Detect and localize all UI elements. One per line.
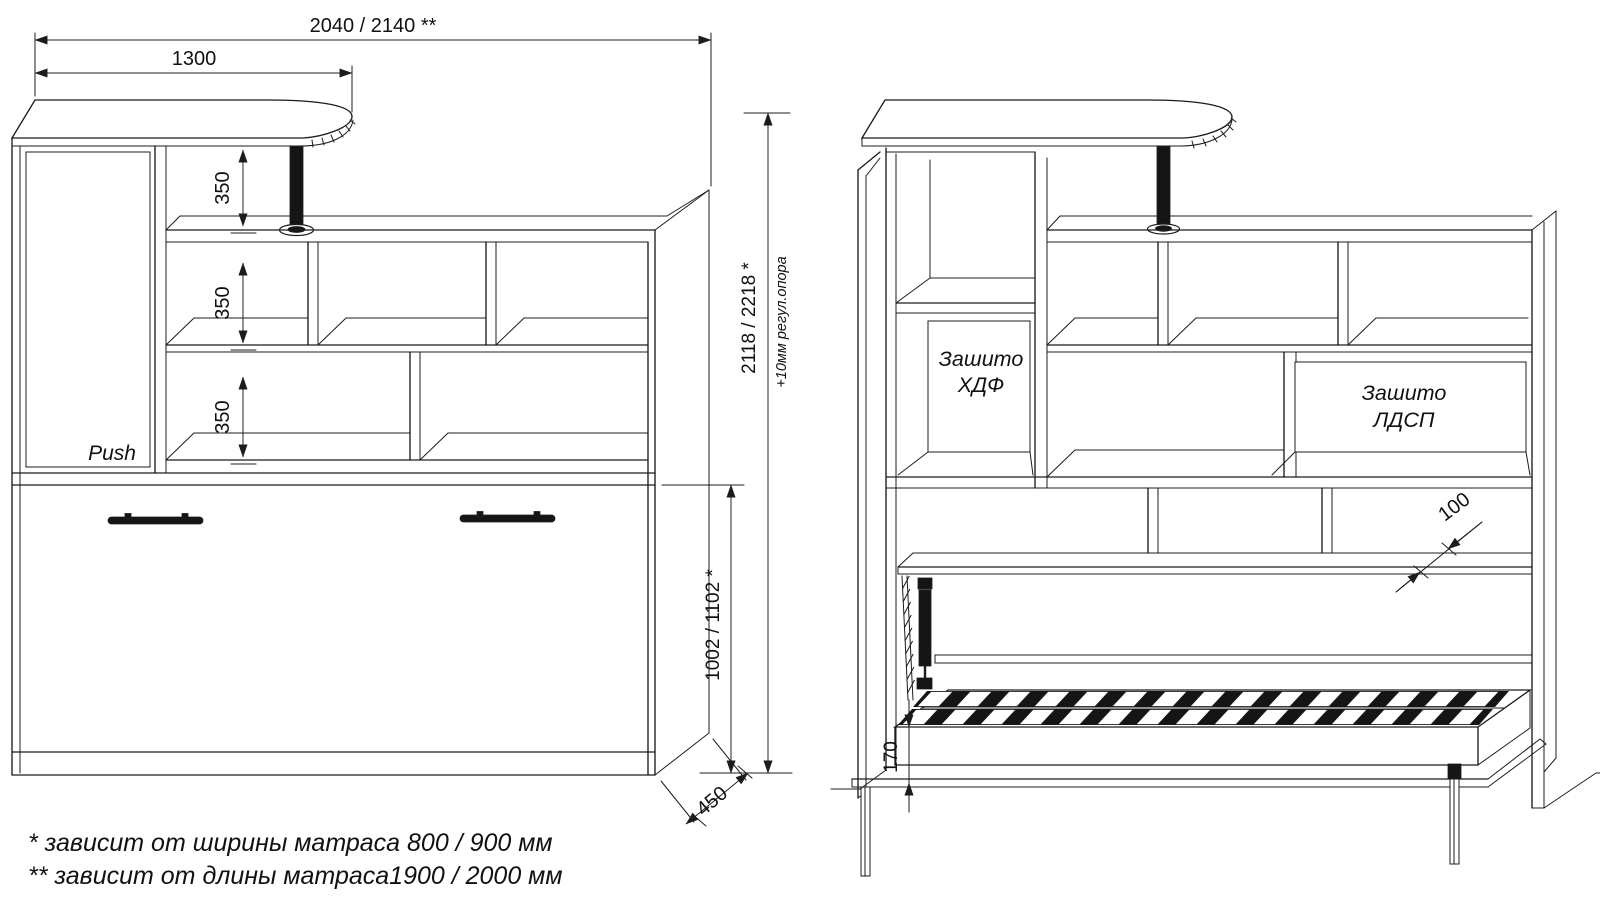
dim-depth-value: 450 — [692, 782, 732, 821]
bed-front-panel — [108, 512, 555, 525]
ldsp-back-panel — [1272, 362, 1530, 475]
hatch-tick — [904, 615, 911, 628]
desk-support-pole — [280, 146, 314, 236]
dim-header-strip-value: 100 — [1434, 488, 1475, 527]
open-view — [831, 100, 1600, 876]
desk-top — [12, 100, 862, 147]
hdf-label-line2: ХДФ — [957, 373, 1005, 397]
bed-handle-right — [460, 512, 555, 523]
dim-desktop-width — [35, 48, 352, 112]
dim-shelf-spacing-bottom — [212, 377, 256, 464]
hdf-label-line1: Зашито — [938, 347, 1024, 371]
dim-shelf-top-value: 350 — [212, 171, 234, 205]
dim-shelf-bottom-value: 350 — [212, 400, 234, 434]
ldsp-label-line2: ЛДСП — [1373, 408, 1435, 432]
desk-support-pole-open — [1148, 146, 1180, 234]
dim-overall-height-note: +10мм регул.опора — [774, 256, 790, 388]
shelf-unit-closed — [166, 216, 667, 460]
dim-bed-frame-height — [881, 700, 909, 812]
dim-depth — [661, 739, 752, 826]
dim-overall-height-value: 2118 / 2218 * — [739, 262, 760, 374]
desk-top-open — [862, 100, 1236, 148]
hatch-tick — [906, 654, 913, 667]
dim-bed-frame-height-value: 170 — [881, 741, 902, 773]
dim-bed-panel-height-value: 1002 / 1102 * — [703, 569, 724, 681]
wardrobe-door — [26, 152, 150, 467]
dim-bed-panel-height — [662, 485, 744, 773]
dim-shelf-spacing-top — [212, 150, 256, 233]
bed-handle-left — [108, 514, 203, 525]
hatch-tick — [902, 576, 909, 589]
hatch-tick — [907, 667, 914, 680]
door-edge-hatch — [902, 576, 914, 693]
footnote-width: * зависит от ширины матраса 800 / 900 мм — [28, 829, 553, 857]
hatch-tick — [908, 680, 915, 693]
footnotes — [28, 829, 562, 890]
dim-shelf-spacing-middle — [212, 263, 256, 350]
hatch-tick — [905, 628, 912, 641]
dim-header-strip — [1396, 488, 1482, 592]
open-door-panel — [858, 152, 880, 798]
dim-shelf-middle-value: 350 — [212, 286, 234, 320]
dim-desktop-width-value: 1300 — [171, 48, 217, 70]
gas-strut — [902, 576, 932, 700]
bed-legs — [861, 764, 1461, 876]
hatch-tick — [906, 641, 913, 654]
dim-overall-width-value: 2040 / 2140 ** — [309, 15, 437, 37]
tall-section-interior — [896, 160, 1035, 475]
ldsp-label-line1: Зашито — [1361, 381, 1447, 405]
hatch-tick — [903, 589, 910, 602]
push-label: Push — [88, 442, 136, 465]
floor-lines — [831, 770, 1600, 808]
hdf-back-panel — [898, 321, 1033, 475]
closed-view — [12, 15, 862, 826]
bed-platform — [852, 655, 1546, 787]
footnote-length: ** зависит от длины матраса1900 / 2000 мм — [28, 862, 563, 890]
hatch-tick — [904, 602, 911, 615]
